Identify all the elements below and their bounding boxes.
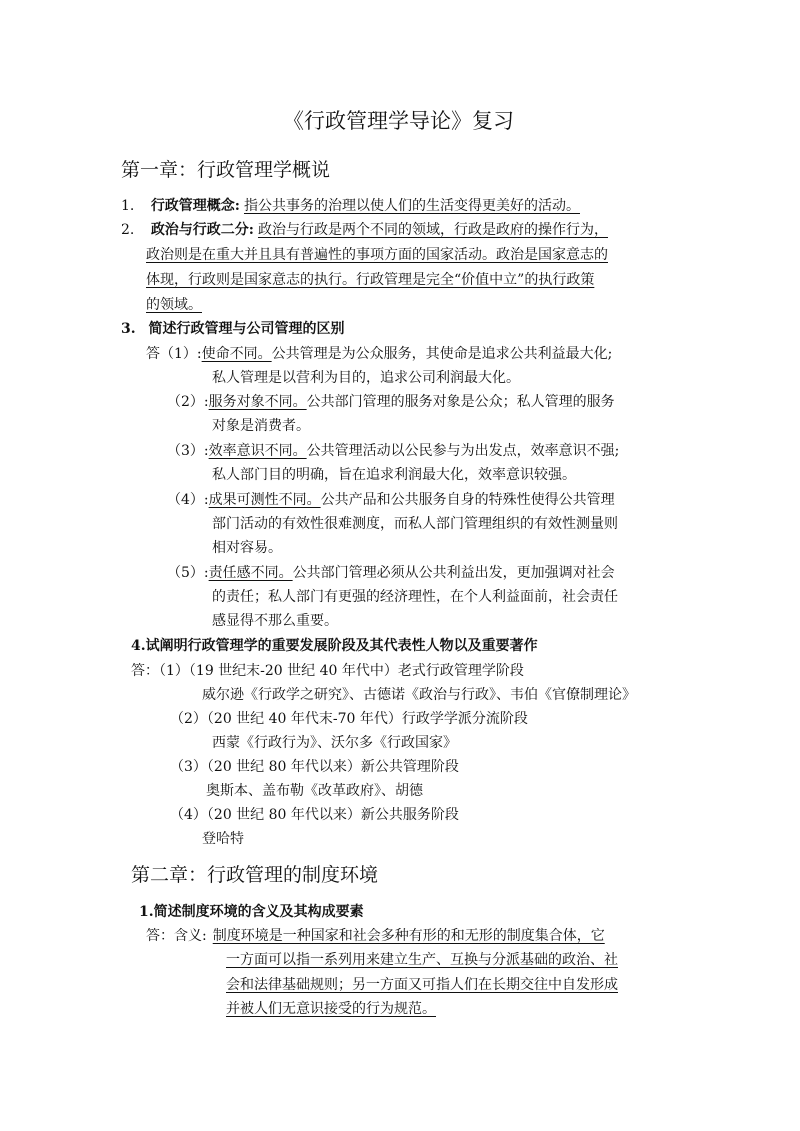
item-number: 1. xyxy=(121,198,135,214)
q3-item-4-cont-1: 部门活动的有效性很难测度，而私人部门管理组织的有效性测量则 xyxy=(212,516,618,532)
document-title: 《行政管理学导论》复习 xyxy=(283,109,514,133)
q3-item-5-cont-1: 的责任；私人部门有更强的经济理性，在个人利益面前，社会责任 xyxy=(212,589,618,605)
item-text: 公共部门管理必须从公共利益出发，更加强调对社会 xyxy=(292,565,615,581)
item-number: （1）: xyxy=(160,346,202,362)
q4-stage-1 xyxy=(131,661,524,681)
q3-heading xyxy=(121,319,345,339)
ch2-q1-line-3: 会和法律基础规则；另一方面又可指人们在长期交往中自发形成 xyxy=(226,977,618,993)
item-text: 公共管理是为公众服务，其使命是追求公共利益最大化; xyxy=(271,346,613,362)
q3-item-1-cont: 私人管理是以营利为目的，追求公司利润最大化。 xyxy=(212,370,520,386)
item-number: （5）: xyxy=(167,565,209,581)
q3-title: 简述行政管理与公司管理的区别 xyxy=(148,321,345,337)
q3-item-2-cont: 对象是消费者。 xyxy=(212,418,310,434)
q4-heading xyxy=(131,636,538,656)
answer-label: 答： xyxy=(131,663,159,679)
q1-concept xyxy=(121,196,580,216)
item-key: 成果可测性不同。 xyxy=(208,492,321,508)
q2-dichotomy xyxy=(121,220,608,240)
q4-stage-4: （4）（20 世纪 80 年代以来）新公共服务阶段 xyxy=(170,807,459,823)
item-number: 4. xyxy=(131,638,146,654)
q2-label: 政治与行政二分: xyxy=(150,222,254,238)
stage-text: （1）（19 世纪末-20 世纪 40 年代中）老式行政管理学阶段 xyxy=(159,663,524,679)
q4-title: 试阐明行政管理学的重要发展阶段及其代表性人物以及重要著作 xyxy=(145,638,538,654)
answer-label: 答：含义: xyxy=(146,928,207,944)
q4-stage-2: （2）（20 世纪 40 年代末-70 年代）行政学学派分流阶段 xyxy=(170,711,528,727)
q2-line-2: 政治则是在重大并且具有普遍性的事项方面的国家活动。政治是国家意志的 xyxy=(146,247,608,263)
q4-stage-4-people: 登哈特 xyxy=(202,831,244,847)
chapter-2-heading: 第二章：行政管理的制度环境 xyxy=(131,864,379,886)
item-number: 1. xyxy=(139,904,154,920)
q3-item-5 xyxy=(167,563,615,583)
q4-stage-1-people: 威尔逊《行政学之研究》、古德诺《政治与行政》、韦伯《官僚制理论》 xyxy=(202,687,636,703)
item-number: （4）: xyxy=(167,492,209,508)
q4-stage-3: （3）（20 世纪 80 年代以来）新公共管理阶段 xyxy=(170,759,459,775)
q3-item-2 xyxy=(167,392,615,412)
item-key: 责任感不同。 xyxy=(208,565,293,581)
item-number: （2）: xyxy=(167,394,209,410)
item-key: 服务对象不同。 xyxy=(208,394,307,410)
ch2-q1-line-2: 一方面可以指一系列用来建立生产、互换与分派基础的政治、社 xyxy=(226,952,618,968)
q3-item-3 xyxy=(167,441,619,461)
q2-line-3: 体现，行政则是国家意志的执行。行政管理是完全“价值中立”的执行政策 xyxy=(146,272,595,288)
q4-stage-2-people: 西蒙《行政行为》、沃尔多《行政国家》 xyxy=(212,735,457,751)
item-number: 2. xyxy=(121,222,135,238)
item-key: 使命不同。 xyxy=(201,346,272,362)
q1-label: 行政管理概念: xyxy=(150,198,240,214)
item-text: 公共产品和公共服务自身的特殊性使得公共管理 xyxy=(320,492,615,508)
q2-line-1: 政治与行政是两个不同的领域，行政是政府的操作行为， xyxy=(257,222,608,238)
q3-item-5-cont-2: 感显得不那么重要。 xyxy=(212,613,338,629)
ch2-q1-heading xyxy=(139,902,364,922)
item-number: 3. xyxy=(121,321,136,337)
answer-label: 答 xyxy=(146,346,160,362)
item-text: 公共管理活动以公民参与为出发点，效率意识不强; xyxy=(306,443,620,459)
q3-item-1 xyxy=(146,344,612,364)
ch2-q1-line-1 xyxy=(146,926,605,946)
ch2-q1-title: 简述制度环境的含义及其构成要素 xyxy=(153,904,364,920)
item-number: （3）: xyxy=(167,443,209,459)
chapter-1-heading: 第一章：行政管理学概说 xyxy=(121,159,331,181)
q3-item-4 xyxy=(167,490,615,510)
item-text: 公共部门管理的服务对象是公众；私人管理的服务 xyxy=(306,394,615,410)
q3-item-3-cont: 私人部门目的明确，旨在追求利润最大化，效率意识较强。 xyxy=(212,467,576,483)
ch2-q1-line-4: 并被人们无意识接受的行为规范。 xyxy=(226,1001,436,1017)
q4-stage-3-people: 奥斯本、盖布勒《改革政府》、胡德 xyxy=(206,783,423,799)
item-key: 效率意识不同。 xyxy=(208,443,307,459)
q1-definition: 指公共事务的治理以使人们的生活变得更美好的活动。 xyxy=(243,198,580,214)
q2-line-4: 的领域。 xyxy=(146,297,202,313)
q3-item-4-cont-2: 相对容易。 xyxy=(212,540,282,556)
ch2-q1-text: 制度环境是一种国家和社会多种有形的和无形的制度集合体，它 xyxy=(212,928,605,944)
